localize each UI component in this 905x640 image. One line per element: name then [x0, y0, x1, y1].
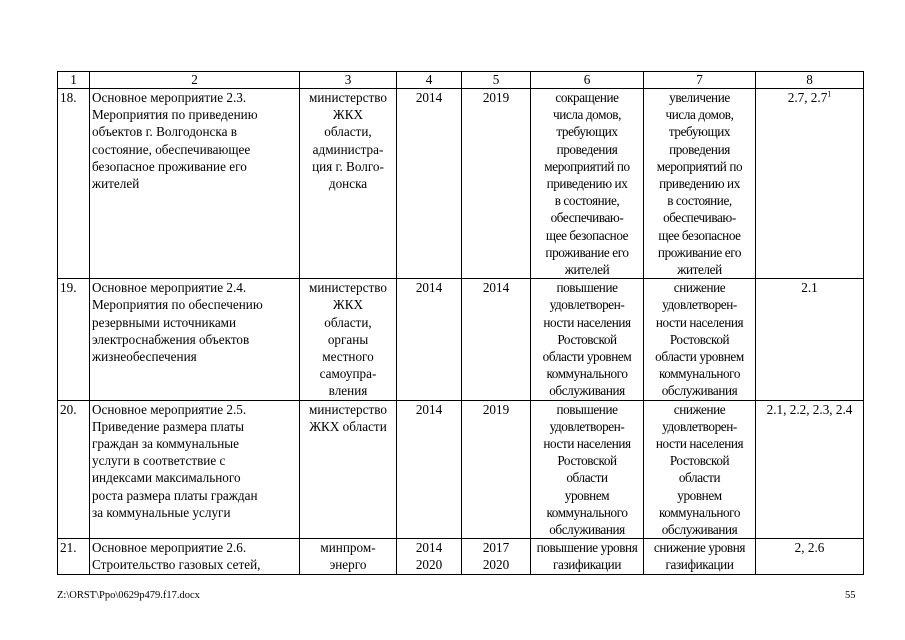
cell-line: жителей — [564, 262, 610, 278]
cell-line: жизнеобеспечения — [92, 349, 197, 365]
cell-line: донска — [328, 176, 368, 192]
cell-line: самоупра- — [319, 366, 377, 382]
cell-line: резервными источниками — [92, 314, 237, 330]
cell-line: коммунального — [658, 366, 741, 382]
header-cell: 8 — [756, 72, 864, 89]
cell-line: Ростовской — [557, 453, 617, 469]
expected-result-cell — [531, 89, 644, 279]
cell-text: 21. — [60, 540, 77, 556]
cell-line: щее безопасное — [545, 227, 629, 243]
cell-text: 2014 — [415, 280, 443, 296]
indicator-link-cell — [756, 400, 864, 539]
expected-result-cell — [531, 279, 644, 400]
expected-result-cell — [531, 400, 644, 539]
header-cell: 6 — [531, 72, 644, 89]
header-cell: 2 — [90, 72, 300, 89]
cell-line: администра- — [312, 141, 384, 157]
cell-line: министерство — [309, 90, 387, 105]
row-number — [58, 400, 90, 539]
executor-cell — [300, 539, 397, 574]
cell-line: ЖКХ — [332, 107, 364, 123]
cell-line: ности населения — [543, 314, 631, 330]
cell-line: роста размера платы граждан — [92, 487, 258, 503]
indicator-link-cell — [756, 279, 864, 400]
cell-line: газификации — [665, 557, 734, 573]
header-cell: 5 — [462, 72, 531, 89]
end-year-cell — [462, 89, 531, 279]
cell-line: ности населения — [543, 436, 631, 452]
cell-text: 20. — [60, 401, 77, 417]
indicator-link-cell — [756, 539, 864, 574]
cell-line: состояние, обеспечивающее — [92, 141, 251, 157]
cell-line: сокращение — [555, 90, 619, 105]
cell-line: коммунального — [658, 504, 741, 520]
cell-line: электроснабжения объектов — [92, 331, 250, 347]
cell-line: удовлетворен- — [662, 418, 737, 434]
cell-line: Ростовской — [557, 331, 617, 347]
cell-line: коммунального — [546, 504, 628, 520]
header-cell: 4 — [397, 72, 462, 89]
cell-line: Строительство газовых сетей, — [92, 557, 261, 573]
footer-file-path: Z:\ORST\Ppo\0629p479.f17.docx — [57, 590, 200, 601]
cell-line: министерство — [309, 280, 387, 296]
cell-line: Приведение размера платы — [92, 418, 245, 434]
cell-line: 2017 — [482, 540, 510, 556]
cell-line: 2020 — [482, 557, 510, 573]
table-row — [58, 89, 864, 279]
cell-line: 2014 — [415, 540, 443, 556]
cell-text: 2.7, 2.7 — [787, 90, 828, 105]
cell-line: области уровнем — [655, 349, 744, 365]
row-number — [58, 279, 90, 400]
cell-line: числа домов, — [553, 107, 621, 123]
cell-line: снижение уровня — [653, 540, 746, 556]
cell-line: Ростовской — [669, 331, 730, 347]
cell-text: 19. — [60, 280, 77, 296]
header-cell: 3 — [300, 72, 397, 89]
superscript: 1 — [827, 89, 832, 99]
cell-line: жителей — [92, 176, 140, 192]
cell-line: обслуживания — [549, 383, 625, 399]
start-year-cell — [397, 279, 462, 400]
cell-line: местного — [322, 349, 374, 365]
cell-line: области — [678, 470, 721, 486]
cell-line: удовлетворен- — [549, 418, 625, 434]
cell-line: энерго — [329, 557, 367, 573]
cell-line: Мероприятия по обеспечению — [92, 297, 263, 313]
cell-line: обеспечиваю- — [663, 210, 736, 226]
cell-line: ности населения — [655, 436, 744, 452]
cell-line: повышение — [556, 401, 618, 417]
cell-line: повышение — [556, 280, 618, 296]
cell-line: удовлетворен- — [549, 297, 625, 313]
cell-line: Основное мероприятие 2.3. — [92, 90, 247, 105]
end-year-cell — [462, 539, 531, 574]
cell-line: индексами максимального — [92, 470, 241, 486]
row-number — [58, 89, 90, 279]
start-year-cell — [397, 539, 462, 574]
cell-line: в состояние, — [554, 193, 620, 209]
cell-line: уровнем — [564, 487, 610, 503]
cell-line: снижение — [673, 401, 726, 417]
cell-line: обслуживания — [661, 383, 738, 399]
executor-cell — [300, 400, 397, 539]
cell-line: обслуживания — [661, 522, 738, 538]
end-year-cell — [462, 279, 531, 400]
cell-text: 2, 2.6 — [794, 540, 825, 556]
cell-text: 2019 — [482, 90, 510, 105]
cell-line: приведению их — [659, 176, 740, 192]
cell-line: мероприятий по — [656, 158, 743, 174]
header-row — [58, 72, 864, 89]
cell-line: газификации — [553, 557, 621, 573]
cell-line: граждан за коммунальные — [92, 436, 239, 452]
activity-cell — [90, 89, 300, 279]
header-cell: 7 — [644, 72, 756, 89]
cell-line: требующих — [668, 124, 731, 140]
cell-line: Мероприятия по приведению — [92, 107, 258, 123]
cell-line: приведению их — [546, 176, 628, 192]
cell-line: вления — [328, 383, 368, 399]
cell-line: увеличение — [669, 90, 730, 105]
cell-line: снижение — [673, 280, 726, 296]
indicator-link-cell — [756, 89, 864, 279]
activity-cell — [90, 400, 300, 539]
cell-line: органы — [327, 331, 369, 347]
expected-result-cell — [531, 539, 644, 574]
cell-line: ция г. Волго- — [312, 158, 384, 174]
cell-text: 2014 — [415, 401, 443, 417]
table-row — [58, 539, 864, 574]
cell-text: 2019 — [482, 401, 510, 417]
cell-line: Основное мероприятие 2.5. — [92, 401, 247, 417]
cell-line: услуги в соответствие с — [92, 453, 226, 469]
cell-line: ЖКХ области — [309, 418, 387, 434]
cell-line: объектов г. Волгодонска в — [92, 124, 237, 140]
cell-line: области — [566, 470, 608, 486]
row-number — [58, 539, 90, 574]
start-year-cell — [397, 89, 462, 279]
cell-text: 2014 — [482, 280, 510, 296]
cell-line: щее безопасное — [658, 227, 741, 243]
cell-text: 18. — [60, 90, 77, 105]
cell-text: 2.1, 2.2, 2.3, 2.4 — [766, 401, 853, 417]
cell-line: числа домов, — [665, 107, 734, 123]
cell-line: мероприятий по — [544, 158, 630, 174]
cell-line: безопасное проживание его — [92, 158, 247, 174]
cell-line: 2020 — [415, 557, 443, 573]
cell-line: проживание его — [545, 244, 629, 260]
cell-line: за коммунальные услуги — [92, 504, 231, 520]
cell-line: повышение уровня — [536, 540, 638, 556]
activity-cell — [90, 279, 300, 400]
start-year-cell — [397, 400, 462, 539]
cell-line: Основное мероприятие 2.6. — [92, 540, 247, 556]
cell-line: проведения — [669, 141, 730, 157]
cell-line: уровнем — [677, 487, 722, 503]
cell-line: Основное мероприятие 2.4. — [92, 280, 247, 296]
header-cell: 1 — [58, 72, 90, 89]
cell-line: проживание его — [657, 244, 742, 260]
cell-line: в состояние, — [667, 193, 732, 209]
executor-cell — [300, 89, 397, 279]
cell-line: министерство — [309, 401, 387, 417]
footer-page-number: 55 — [845, 590, 856, 601]
cell-line: проведения — [556, 141, 618, 157]
cell-line: области, — [324, 124, 372, 140]
cell-line: ЖКХ — [332, 297, 364, 313]
consequence-cell — [644, 89, 756, 279]
cell-line: коммунального — [546, 366, 628, 382]
table-row — [58, 400, 864, 539]
consequence-cell — [644, 539, 756, 574]
cell-line: минпром- — [320, 540, 376, 556]
table-row — [58, 279, 864, 400]
activities-table — [57, 71, 864, 575]
cell-line: обеспечиваю- — [550, 210, 624, 226]
consequence-cell — [644, 279, 756, 400]
executor-cell — [300, 279, 397, 400]
end-year-cell — [462, 400, 531, 539]
cell-text: 2.1 — [801, 280, 818, 296]
cell-line: жителей — [677, 262, 722, 278]
activity-cell — [90, 539, 300, 574]
cell-line: требующих — [556, 124, 618, 140]
cell-line: Ростовской — [669, 453, 730, 469]
cell-line: области, — [324, 314, 372, 330]
cell-line: ности населения — [655, 314, 744, 330]
consequence-cell — [644, 400, 756, 539]
cell-line: обслуживания — [549, 522, 625, 538]
cell-line: удовлетворен- — [662, 297, 737, 313]
cell-text: 2014 — [415, 90, 443, 105]
cell-line: области уровнем — [542, 349, 632, 365]
